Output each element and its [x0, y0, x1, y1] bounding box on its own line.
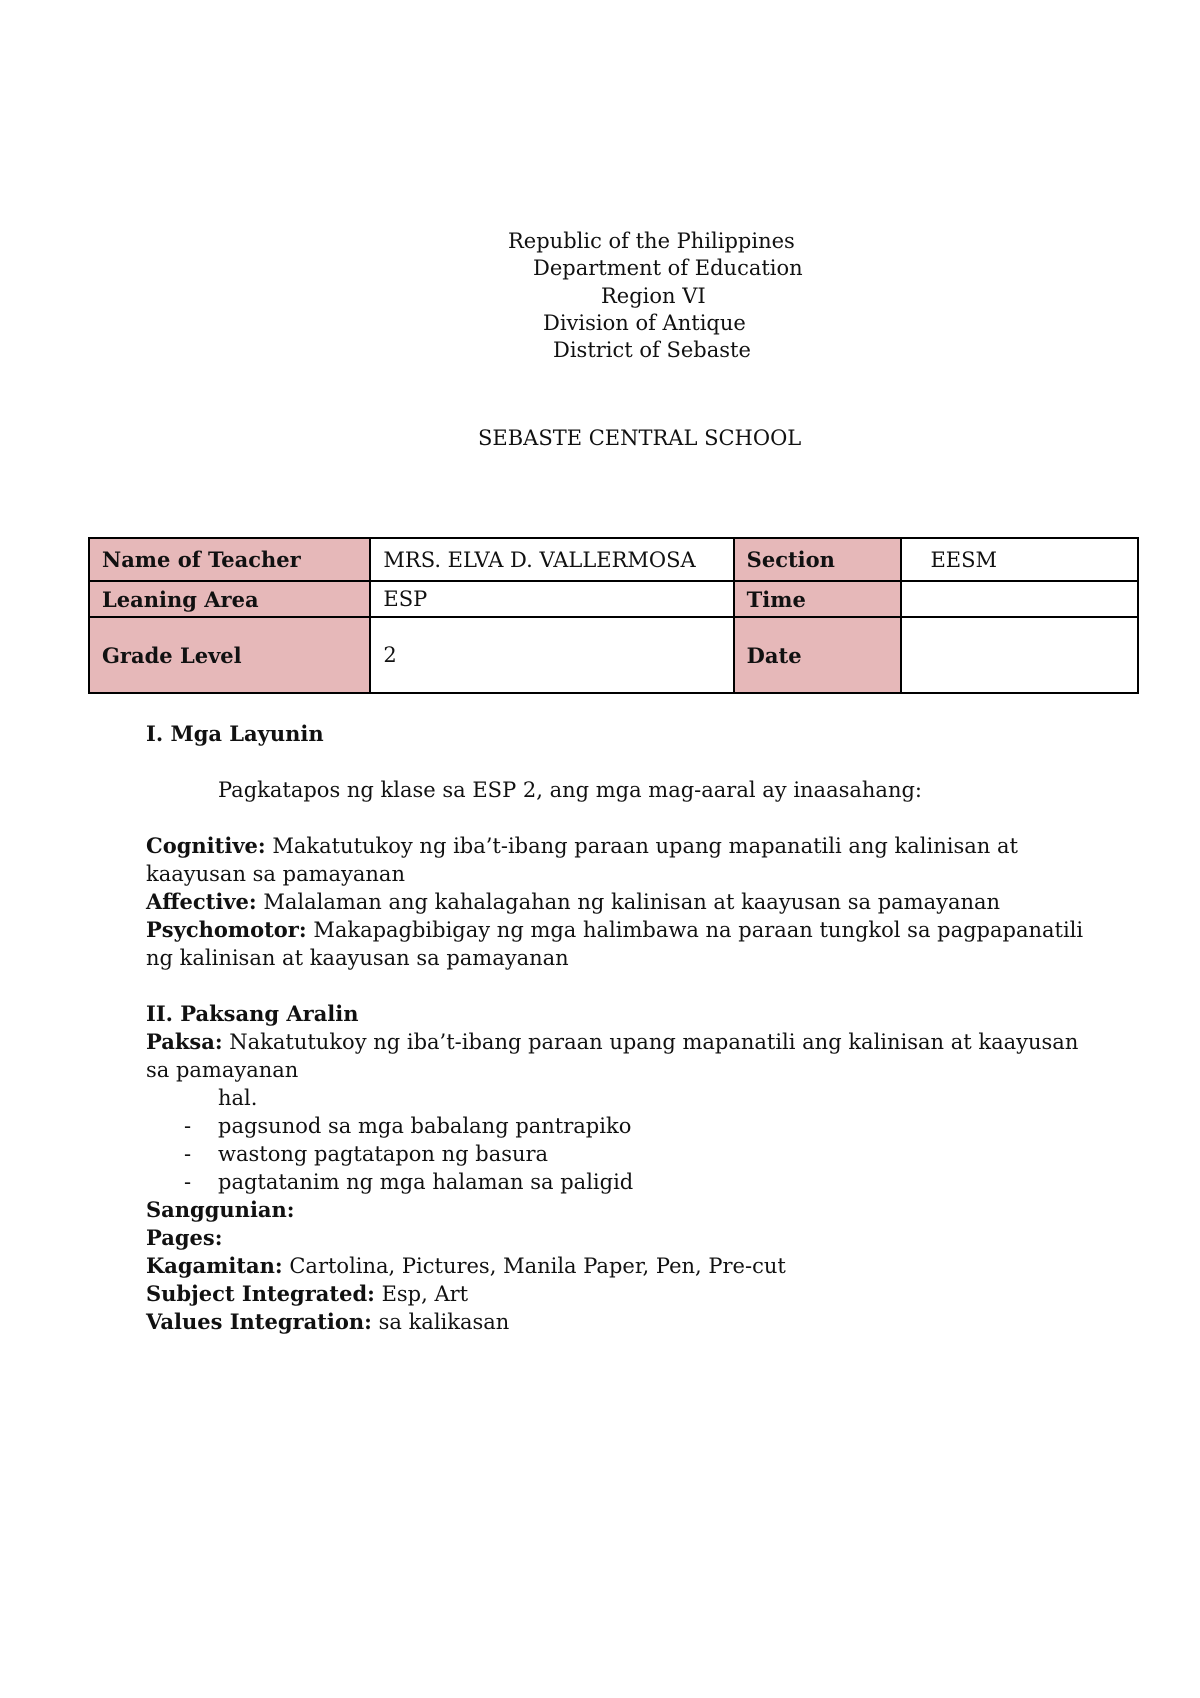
- cognitive-label: Cognitive:: [146, 833, 266, 858]
- objectives-title: I. Mga Layunin: [146, 721, 324, 746]
- header-line-district: District of Sebaste: [553, 338, 751, 362]
- psychomotor-text: Makapagbibigay ng mga halimbawa na paraan tungkol sa pagpapanatili ng kalinisan at kaayusan sa pamayanan: [146, 918, 1084, 970]
- cognitive-text: Makatutukoy ng iba’t-ibang paraan upang mapanatili ang kalinisan at kaayusan sa pamayanan: [146, 834, 1018, 886]
- dash-bullet: -: [184, 1142, 192, 1166]
- school-name: SEBASTE CENTRAL SCHOOL: [478, 426, 802, 450]
- date-value: [901, 617, 1138, 693]
- teacher-value: MRS. ELVA D. VALLERMOSA: [370, 538, 733, 581]
- values-integration-label: Values Integration:: [146, 1309, 372, 1334]
- grade-level-label: Grade Level: [89, 617, 370, 693]
- paksa-text: Nakatutukoy ng iba’t-ibang paraan upang mapanatili ang kalinisan at kaayusan sa pamayanan: [146, 1030, 1079, 1082]
- section-value: EESM: [901, 538, 1138, 581]
- psychomotor-label: Psychomotor:: [146, 917, 307, 942]
- sanggunian-label: Sanggunian:: [146, 1197, 295, 1222]
- affective-label: Affective:: [146, 889, 257, 914]
- section-label: Section: [734, 538, 902, 581]
- dash-bullet: -: [184, 1114, 192, 1138]
- teacher-label: Name of Teacher: [89, 538, 370, 581]
- list-item: [146, 1112, 1096, 1140]
- list-item: [146, 1140, 1096, 1168]
- pages-label: Pages:: [146, 1225, 223, 1250]
- lesson-content: [146, 720, 1096, 1336]
- time-label: Time: [734, 581, 902, 617]
- example-text: wastong pagtatapon ng basura: [218, 1142, 549, 1166]
- dash-bullet: -: [184, 1170, 192, 1194]
- values-integration-line: [146, 1308, 1096, 1336]
- table-row: [89, 538, 1138, 581]
- paksa-label: Paksa:: [146, 1029, 223, 1054]
- objectives-intro: Pagkatapos ng klase sa ESP 2, ang mga mag-aaral ay inaasahang:: [218, 778, 922, 802]
- date-label: Date: [734, 617, 902, 693]
- affective-objective: [146, 888, 1096, 916]
- learning-area-value: ESP: [370, 581, 733, 617]
- paksa-line: [146, 1028, 1096, 1084]
- header-line-division: Division of Antique: [543, 311, 746, 335]
- values-integration-text: sa kalikasan: [371, 1310, 510, 1334]
- example-text: pagtatanim ng mga halaman sa paligid: [218, 1170, 634, 1194]
- subject-integrated-line: [146, 1280, 1096, 1308]
- kagamitan-line: [146, 1252, 1096, 1280]
- hal-label: hal.: [218, 1086, 258, 1110]
- learning-area-label: Leaning Area: [89, 581, 370, 617]
- kagamitan-text: Cartolina, Pictures, Manila Paper, Pen, Pre-cut: [282, 1254, 786, 1278]
- example-text: pagsunod sa mga babalang pantrapiko: [218, 1114, 632, 1138]
- subject-integrated-label: Subject Integrated:: [146, 1281, 375, 1306]
- grade-level-value: 2: [370, 617, 733, 693]
- table-row: [89, 617, 1138, 693]
- psychomotor-objective: [146, 916, 1096, 972]
- affective-text: Malalaman ang kahalagahan ng kalinisan at kaayusan sa pamayanan: [256, 890, 1001, 914]
- header-line-department: Department of Education: [533, 256, 803, 280]
- kagamitan-label: Kagamitan:: [146, 1253, 283, 1278]
- cognitive-objective: [146, 832, 1096, 888]
- list-item: [146, 1168, 1096, 1196]
- header-line-republic: Republic of the Philippines: [508, 229, 795, 253]
- lesson-info-table: [88, 537, 1139, 694]
- subject-integrated-text: Esp, Art: [374, 1282, 469, 1306]
- subject-matter-title: II. Paksang Aralin: [146, 1001, 359, 1026]
- time-value: [901, 581, 1138, 617]
- header-line-region: Region VI: [601, 284, 706, 308]
- table-row: [89, 581, 1138, 617]
